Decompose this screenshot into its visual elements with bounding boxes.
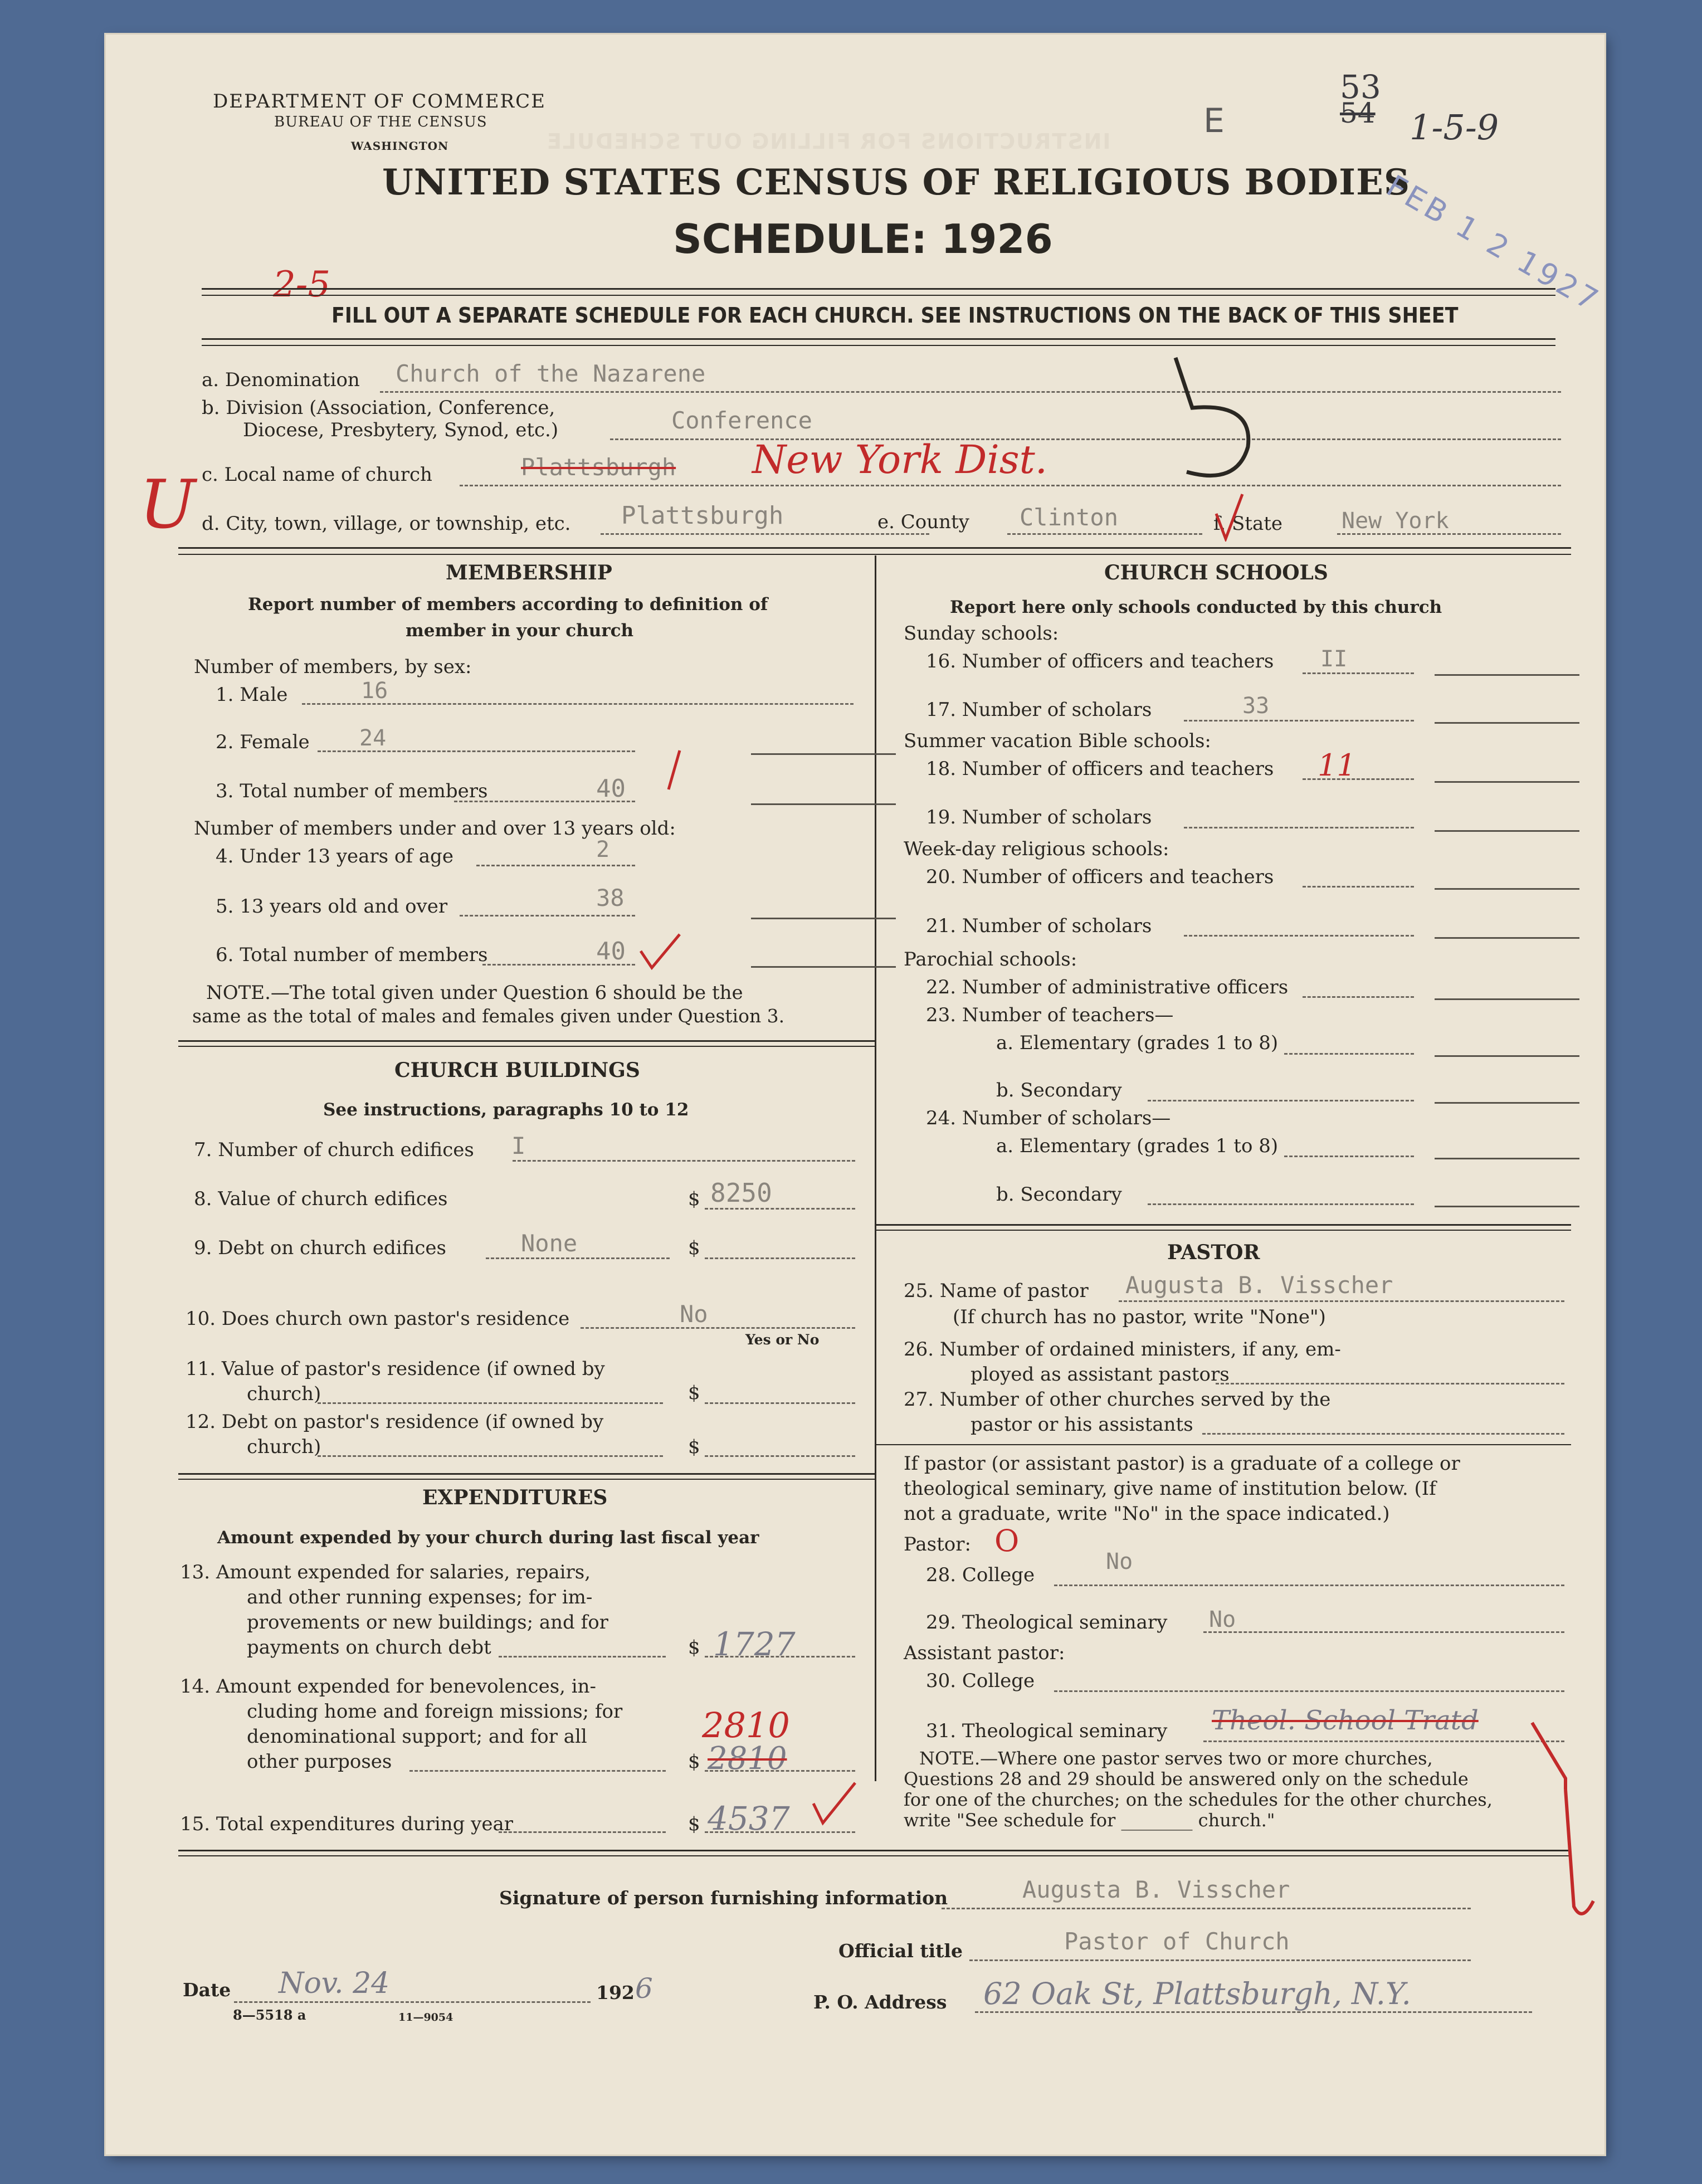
- pastor-note-1: NOTE.—Where one pastor serves two or more churches,: [919, 1748, 1433, 1769]
- local-name-struck: Plattsburgh: [521, 454, 676, 481]
- q5-line: [460, 915, 635, 916]
- q24-label: 24. Number of scholars—: [926, 1107, 1171, 1129]
- q23a-answer-box: [1435, 1055, 1579, 1057]
- signature-line: [942, 1908, 1471, 1909]
- year-suffix: 6: [635, 1972, 653, 2005]
- form-number: 8—5518 a: [233, 2007, 306, 2023]
- rule-bottom-2: [178, 1855, 1571, 1856]
- denomination-label: a. Denomination: [202, 369, 360, 391]
- date-line: [234, 2001, 591, 2003]
- q20-line: [1303, 886, 1414, 888]
- q3-label: 3. Total number of members: [216, 780, 488, 802]
- q4-line: [476, 865, 635, 866]
- bureau-label: BUREAU OF THE CENSUS: [274, 114, 487, 130]
- denomination-line: [380, 391, 1561, 393]
- q31-value-struck: Theol. School Tratd: [1212, 1705, 1479, 1736]
- pastor-note-4: write "See schedule for ________ church.": [904, 1810, 1275, 1831]
- rule-buildings-1: [178, 1473, 875, 1475]
- q29-label: 29. Theological seminary: [926, 1611, 1168, 1634]
- q6-value: 40: [596, 937, 626, 966]
- q12-dollar-line: [705, 1455, 855, 1457]
- red-correction-bracket: [1521, 1717, 1605, 1951]
- q8-line: [705, 1208, 855, 1210]
- red-check-q15: [811, 1778, 861, 1829]
- q7-value: I: [511, 1132, 526, 1159]
- q24a-label: a. Elementary (grades 1 to 8): [996, 1135, 1279, 1157]
- q30-label: 30. College: [926, 1670, 1035, 1692]
- q22-label: 22. Number of administrative officers: [926, 976, 1289, 998]
- pastor-sub-label: Pastor:: [904, 1533, 971, 1556]
- q15-label: 15. Total expenditures during year: [180, 1813, 514, 1835]
- q23a-label: a. Elementary (grades 1 to 8): [996, 1032, 1279, 1054]
- q24b-label: b. Secondary: [996, 1183, 1122, 1206]
- q14-corrected-value: 2810: [702, 1705, 790, 1746]
- q31-line: [1203, 1741, 1564, 1742]
- q24a-answer-box: [1435, 1158, 1579, 1159]
- local-name-line: [460, 485, 1561, 486]
- margin-mark: U: [139, 466, 196, 544]
- q23b-label: b. Secondary: [996, 1079, 1122, 1101]
- q28-line: [1054, 1585, 1564, 1586]
- q14-label-2: cluding home and foreign missions; for: [247, 1700, 623, 1723]
- q16-line: [1303, 672, 1414, 674]
- q17-answer-box: [1435, 722, 1579, 724]
- weekday-schools-label: Week-day religious schools:: [904, 838, 1169, 860]
- rule-mid-2: [178, 554, 1571, 555]
- q27-label-2: pastor or his assistants: [971, 1413, 1193, 1436]
- q18-value: 11: [1318, 748, 1356, 783]
- city-label-d: d. City, town, village, or township, etc.: [202, 513, 571, 535]
- form-title: UNITED STATES CENSUS OF RELIGIOUS BODIES: [382, 162, 1411, 203]
- q18-label: 18. Number of officers and teachers: [926, 758, 1274, 780]
- red-check-state: [1212, 491, 1245, 542]
- q13-label-3: provements or new buildings; and for: [247, 1611, 608, 1634]
- summer-schools-label: Summer vacation Bible schools:: [904, 730, 1211, 752]
- schools-title: CHURCH SCHOOLS: [1104, 561, 1328, 584]
- instruction-banner: FILL OUT A SEPARATE SCHEDULE FOR EACH CHURCH. SEE INSTRUCTIONS ON THE BACK OF THIS SHEET: [331, 303, 1459, 328]
- q19-answer-box: [1435, 830, 1579, 832]
- q13-label-1: 13. Amount expended for salaries, repairs,: [180, 1561, 591, 1583]
- membership-note-1: NOTE.—The total given under Question 6 should be the: [206, 982, 743, 1004]
- q26-line: [1216, 1383, 1564, 1384]
- schedule-title: SCHEDULE: 1926: [673, 216, 1053, 262]
- state-value: New York: [1342, 508, 1449, 534]
- rule-pastor-1: [876, 1444, 1571, 1445]
- q13-label-4: payments on church debt: [247, 1636, 491, 1659]
- q1-label: 1. Male: [216, 684, 288, 706]
- q9-line: [486, 1257, 670, 1259]
- po-address-label: P. O. Address: [813, 1991, 947, 2013]
- q9-label: 9. Debt on church edifices: [194, 1237, 446, 1259]
- red-tick-q3: [663, 748, 685, 792]
- rule-mid-1: [178, 547, 1571, 549]
- q19-line: [1184, 827, 1414, 828]
- q14-struck-value: 2810: [708, 1741, 787, 1777]
- po-address-value: 62 Oak St, Plattsburgh, N.Y.: [983, 1976, 1411, 2011]
- q14-dollar: $: [688, 1751, 700, 1773]
- q12-label-1: 12. Debt on pastor's residence (if owned by: [186, 1411, 604, 1433]
- q11-line: [318, 1402, 663, 1404]
- q18-answer-box: [1435, 781, 1579, 783]
- expenditures-intro: Amount expended by your church during last fiscal year: [217, 1528, 759, 1548]
- q15-line: [499, 1831, 666, 1833]
- q25-hint: (If church has no pastor, write "None"): [953, 1306, 1326, 1328]
- q10-label: 10. Does church own pastor's residence: [186, 1308, 570, 1330]
- q11-dollar: $: [688, 1382, 700, 1404]
- q19-label: 19. Number of scholars: [926, 806, 1152, 828]
- q25-line: [1119, 1300, 1564, 1302]
- q21-line: [1184, 935, 1414, 937]
- corner-code: 1-5-9: [1410, 107, 1499, 148]
- buildings-title: CHURCH BUILDINGS: [394, 1059, 640, 1082]
- membership-title: MEMBERSHIP: [446, 561, 612, 584]
- schools-intro: Report here only schools conducted by this church: [950, 597, 1442, 617]
- q7-label: 7. Number of church edifices: [194, 1139, 474, 1161]
- q23-label: 23. Number of teachers—: [926, 1004, 1174, 1026]
- division-label-2: Diocese, Presbytery, Synod, etc.): [243, 419, 559, 441]
- official-title-value: Pastor of Church: [1064, 1928, 1290, 1955]
- members-by-age: Number of members under and over 13 years old:: [194, 817, 676, 840]
- q4-value: 2: [596, 837, 610, 862]
- denomination-value: Church of the Nazarene: [396, 360, 706, 387]
- column-divider: [875, 555, 876, 1781]
- file-number-struck: 54: [1340, 97, 1376, 129]
- q13-line: [499, 1656, 666, 1658]
- rule-buildings-2: [178, 1479, 875, 1480]
- q20-label: 20. Number of officers and teachers: [926, 866, 1274, 888]
- graduate-intro-2: theological seminary, give name of institution below. (If: [904, 1478, 1436, 1500]
- q10-value: No: [680, 1300, 708, 1328]
- rule-schools-1: [876, 1224, 1571, 1226]
- q29-line: [1203, 1631, 1564, 1633]
- pastor-note-3: for one of the churches; on the schedules for the other churches,: [904, 1789, 1493, 1810]
- q10-hint: Yes or No: [745, 1332, 820, 1348]
- q23b-line: [1148, 1100, 1414, 1101]
- q13-dollar: $: [688, 1636, 700, 1659]
- q2-value: 24: [359, 725, 387, 751]
- rule-schools-2: [876, 1230, 1571, 1231]
- q31-label: 31. Theological seminary: [926, 1720, 1168, 1742]
- city-value: Plattsburgh: [621, 501, 784, 530]
- q1-value: 16: [361, 678, 388, 704]
- state-label: f. State: [1213, 513, 1282, 535]
- official-title-label: Official title: [838, 1940, 963, 1962]
- red-code: 2-5: [273, 264, 331, 305]
- q7-line: [513, 1160, 855, 1162]
- rule-top-1: [202, 288, 1555, 290]
- q22-line: [1303, 996, 1414, 998]
- division-label-1: b. Division (Association, Conference,: [202, 397, 555, 419]
- q28-value: No: [1106, 1549, 1133, 1574]
- q11-label-2: church): [247, 1383, 321, 1405]
- q17-value: 33: [1242, 693, 1270, 719]
- expenditures-title: EXPENDITURES: [422, 1486, 608, 1509]
- file-number: 53: [1340, 68, 1381, 106]
- q30-line: [1054, 1690, 1564, 1692]
- q27-label-1: 27. Number of other churches served by the: [904, 1388, 1331, 1411]
- parochial-schools-label: Parochial schools:: [904, 948, 1077, 971]
- rule-bottom-1: [178, 1850, 1571, 1851]
- date-label: Date: [183, 1979, 231, 2001]
- q20-answer-box: [1435, 888, 1579, 890]
- buildings-intro: See instructions, paragraphs 10 to 12: [323, 1100, 689, 1120]
- print-number: 11—9054: [398, 2011, 453, 2024]
- graduate-intro-1: If pastor (or assistant pastor) is a graduate of a college or: [904, 1452, 1460, 1475]
- q27-line: [1202, 1433, 1564, 1435]
- pastor-red-mark: O: [994, 1523, 1020, 1558]
- assistant-pastor-label: Assistant pastor:: [904, 1642, 1065, 1664]
- membership-note-2: same as the total of males and females given under Question 3.: [192, 1005, 785, 1027]
- q14-label-4: other purposes: [247, 1751, 392, 1773]
- q17-line: [1184, 720, 1414, 722]
- q11-label-1: 11. Value of pastor's residence (if owned by: [186, 1358, 605, 1380]
- rule-top-3: [202, 338, 1555, 340]
- q2-answer-box: [751, 753, 896, 755]
- q14-label-3: denominational support; and for all: [247, 1725, 587, 1748]
- city-label: WASHINGTON: [351, 139, 449, 153]
- q28-label: 28. College: [926, 1564, 1035, 1586]
- q24b-line: [1148, 1203, 1414, 1205]
- q6-answer-box: [751, 966, 896, 968]
- q26-label-1: 26. Number of ordained ministers, if any, em-: [904, 1338, 1341, 1361]
- census-schedule-sheet: [106, 35, 1605, 2154]
- q13-label-2: and other running expenses; for im-: [247, 1586, 593, 1608]
- q13-value: 1727: [713, 1625, 796, 1663]
- q5-label: 5. 13 years old and over: [216, 895, 448, 918]
- q23a-line: [1284, 1053, 1414, 1055]
- q12-label-2: church): [247, 1436, 321, 1458]
- q26-label-2: ployed as assistant pastors: [971, 1363, 1230, 1386]
- q10-line: [581, 1327, 855, 1329]
- red-check-q6: [638, 932, 682, 971]
- q14-label-1: 14. Amount expended for benevolences, in-: [180, 1675, 597, 1698]
- bleed-through-heading: INSTRUCTIONS FOR FILLING OUT SCHEDULE: [546, 129, 1111, 154]
- q21-answer-box: [1435, 937, 1579, 939]
- q14-line: [409, 1770, 666, 1772]
- q3-value: 40: [596, 774, 626, 803]
- correction-arrow: [1153, 352, 1265, 491]
- local-name-correction: New York Dist.: [752, 437, 1048, 482]
- q24b-answer-box: [1435, 1206, 1579, 1207]
- q16-answer-box: [1435, 674, 1579, 676]
- q15-value: 4537: [708, 1800, 790, 1837]
- q11-dollar-line: [705, 1402, 855, 1404]
- q12-line: [318, 1455, 663, 1457]
- official-title-line: [969, 1959, 1471, 1961]
- po-address-line: [975, 2011, 1532, 2013]
- q8-value: 8250: [710, 1178, 772, 1208]
- membership-intro-1: Report number of members according to definition of: [248, 594, 768, 615]
- local-name-label: c. Local name of church: [202, 464, 432, 486]
- division-value: Conference: [671, 407, 812, 434]
- q9-value: None: [521, 1230, 578, 1257]
- signature-label: Signature of person furnishing information: [499, 1887, 948, 1909]
- q24a-line: [1284, 1156, 1414, 1157]
- q9-dollar-line: [705, 1257, 855, 1259]
- q21-label: 21. Number of scholars: [926, 915, 1152, 937]
- q4-label: 4. Under 13 years of age: [216, 845, 453, 867]
- q22-answer-box: [1435, 998, 1579, 1000]
- q8-dollar: $: [688, 1188, 700, 1210]
- q16-label: 16. Number of officers and teachers: [926, 650, 1274, 672]
- q15-dollar: $: [688, 1813, 700, 1835]
- q6-label: 6. Total number of members: [216, 944, 488, 966]
- county-label: e. County: [877, 511, 969, 533]
- q16-value: II: [1320, 646, 1348, 672]
- pastor-note-2: Questions 28 and 29 should be answered only on the schedule: [904, 1768, 1469, 1790]
- rule-top-2: [202, 295, 1555, 296]
- q2-label: 2. Female: [216, 731, 310, 753]
- q8-label: 8. Value of church edifices: [194, 1188, 448, 1210]
- rule-membership-1: [178, 1040, 875, 1042]
- q29-value: No: [1209, 1607, 1236, 1632]
- signature-value: Augusta B. Visscher: [1022, 1876, 1290, 1903]
- q17-label: 17. Number of scholars: [926, 699, 1152, 721]
- county-line: [1007, 533, 1202, 535]
- county-value: Clinton: [1020, 504, 1119, 531]
- q12-dollar: $: [688, 1436, 700, 1458]
- q3-answer-box: [751, 803, 896, 805]
- q25-value: Augusta B. Visscher: [1125, 1271, 1393, 1299]
- q25-label: 25. Name of pastor: [904, 1280, 1089, 1302]
- pastor-title: PASTOR: [1167, 1241, 1260, 1264]
- year-prefix: 192: [596, 1982, 635, 2003]
- q9-dollar: $: [688, 1237, 700, 1259]
- q5-answer-box: [751, 918, 896, 919]
- dept-label: DEPARTMENT OF COMMERCE: [213, 90, 546, 113]
- rule-membership-2: [178, 1046, 875, 1047]
- sunday-schools-label: Sunday schools:: [904, 622, 1059, 645]
- received-date-stamp: FEB 1 2 1927: [1381, 168, 1607, 319]
- q5-value: 38: [596, 884, 625, 911]
- date-value: Nov. 24: [279, 1967, 390, 2000]
- rule-top-4: [202, 345, 1555, 346]
- members-by-sex: Number of members, by sex:: [194, 656, 472, 678]
- stamp-letter: E: [1203, 101, 1225, 140]
- graduate-intro-3: not a graduate, write "No" in the space indicated.): [904, 1503, 1390, 1525]
- city-line: [601, 533, 929, 535]
- membership-intro-2: member in your church: [406, 621, 634, 641]
- q23b-answer-box: [1435, 1102, 1579, 1104]
